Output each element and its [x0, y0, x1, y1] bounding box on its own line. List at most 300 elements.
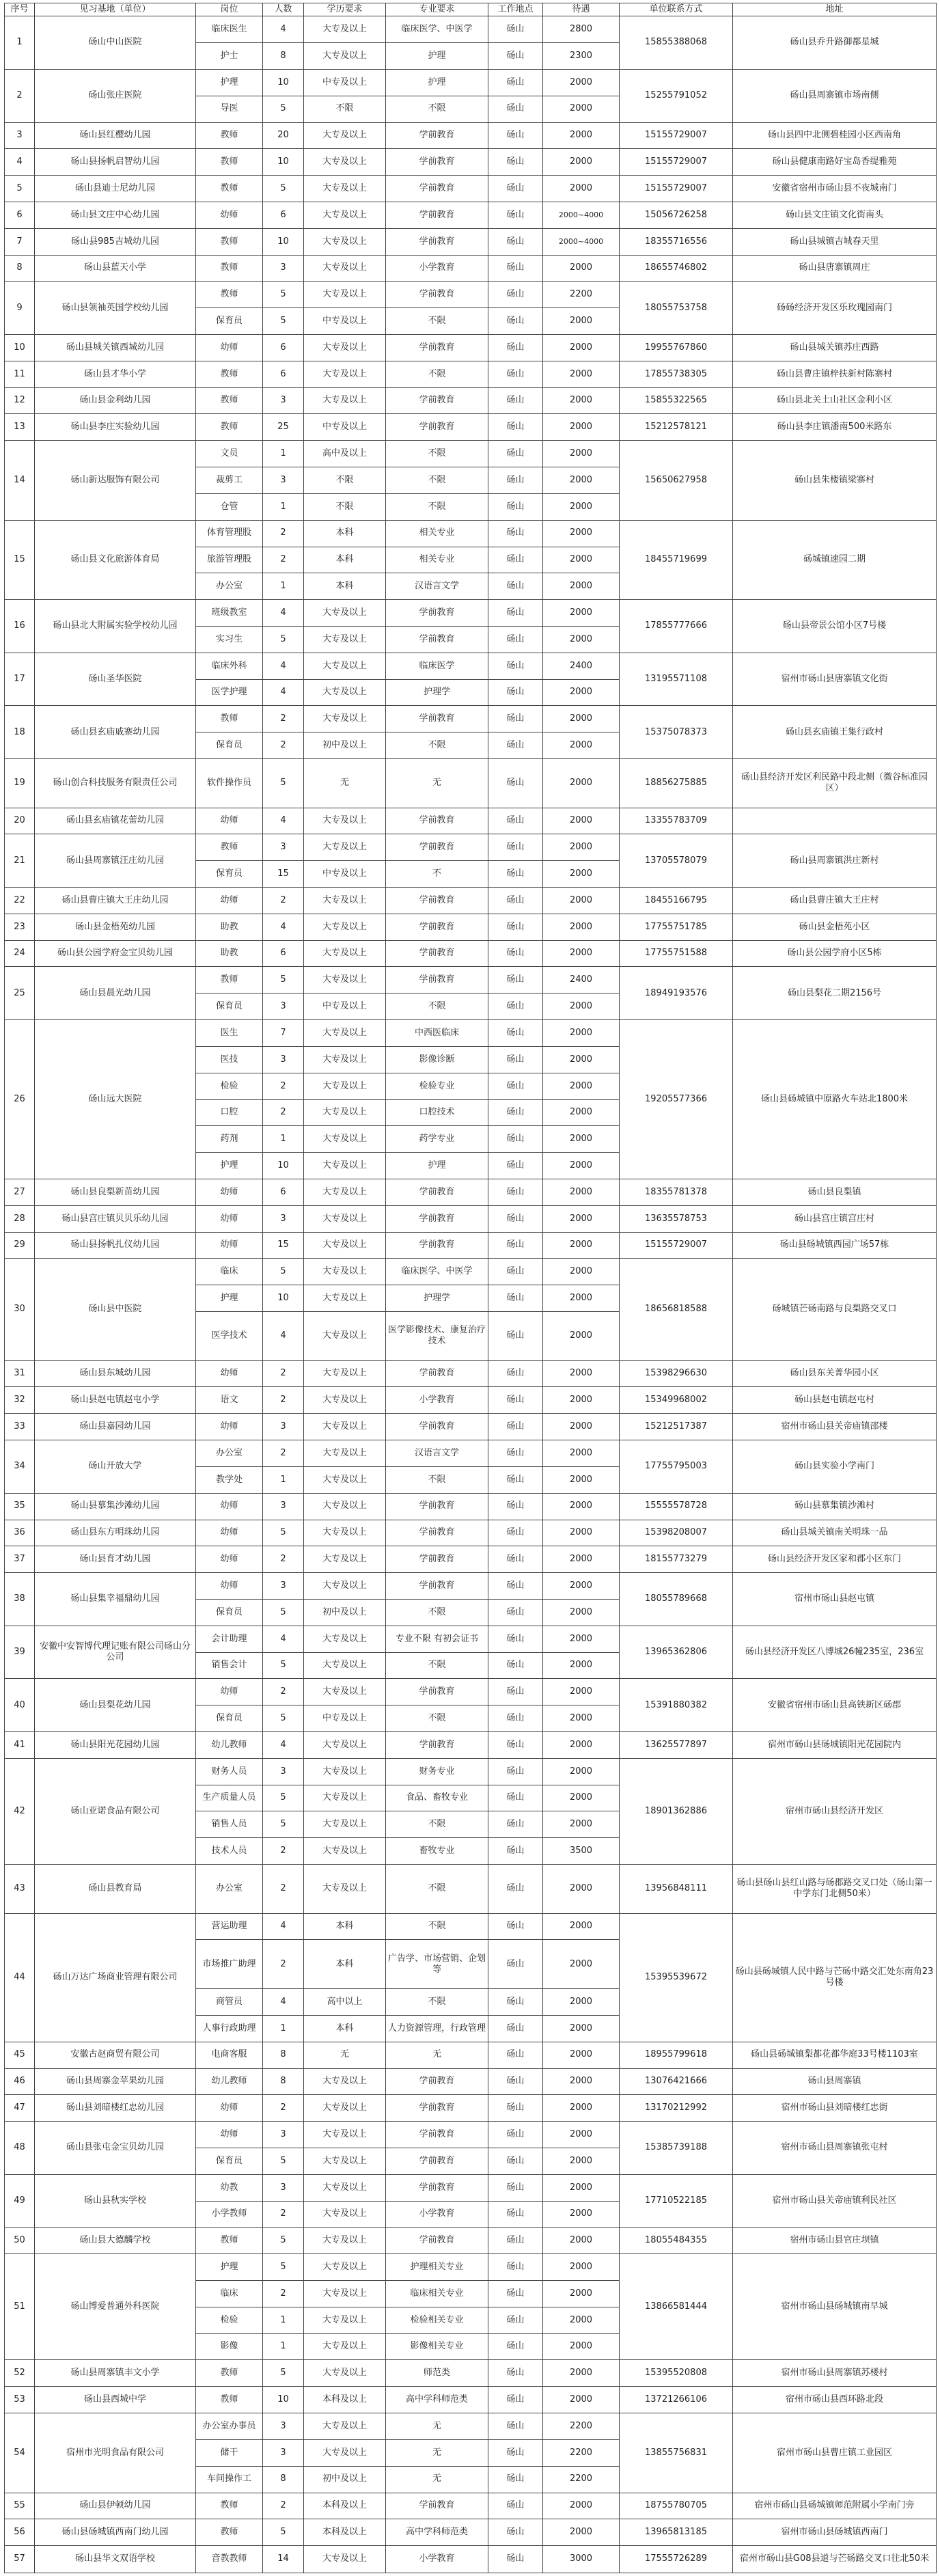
count-cell: 2 — [263, 732, 304, 759]
address-cell: 砀山县良梨镇 — [733, 1179, 937, 1205]
education-cell: 无 — [304, 759, 386, 808]
contact-cell: 13170212992 — [620, 2095, 733, 2122]
count-cell: 6 — [263, 940, 304, 967]
education-cell: 初中及以上 — [304, 732, 386, 759]
location-cell: 砀山 — [488, 43, 543, 70]
table-row — [5, 1865, 937, 1914]
education-cell: 大专及以上 — [304, 255, 386, 282]
post-cell: 临床医生 — [196, 16, 263, 43]
post-cell: 仓管 — [196, 493, 263, 520]
pay-cell: 2000 — [543, 2095, 620, 2122]
education-cell: 中专及以上 — [304, 1705, 386, 1732]
location-cell: 砀山 — [488, 967, 543, 994]
table-row — [5, 2122, 937, 2148]
pay-cell: 2000 — [543, 2360, 620, 2387]
count-cell: 4 — [263, 1989, 304, 2016]
serial-cell: 8 — [5, 255, 35, 282]
major-cell: 高中学科师范类 — [386, 2387, 488, 2413]
address-cell: 宿州市砀山县曹庄镇工业园区 — [733, 2413, 937, 2493]
contact-cell: 18155773279 — [620, 1546, 733, 1573]
address-cell: 砀山县砀城镇人民中路与芒砀中路交汇处东南角23号楼 — [733, 1913, 937, 2042]
table-body — [5, 16, 937, 2573]
major-cell: 不限 — [386, 1466, 488, 1493]
base-name-cell: 砀山县玄庙戚寨幼儿园 — [35, 706, 196, 759]
major-cell: 护理 — [386, 43, 488, 70]
post-cell: 临床 — [196, 2281, 263, 2307]
pay-cell: 2000 — [543, 1466, 620, 1493]
table-row — [5, 1259, 937, 1285]
education-cell: 本科 — [304, 547, 386, 573]
education-cell: 大专及以上 — [304, 1811, 386, 1838]
education-cell: 大专及以上 — [304, 1466, 386, 1493]
contact-cell: 19205577366 — [620, 1020, 733, 1179]
base-name-cell: 砀山县晨光幼儿园 — [35, 967, 196, 1020]
count-cell: 5 — [263, 759, 304, 808]
address-cell: 宿州市砀山县赵屯镇 — [733, 1573, 937, 1626]
contact-cell: 13635578753 — [620, 1205, 733, 1232]
pay-cell: 2000 — [543, 1940, 620, 1989]
pay-cell: 2000 — [543, 2042, 620, 2068]
base-name-cell: 砀山县刘暗楼红忠幼儿园 — [35, 2095, 196, 2122]
count-cell: 2 — [263, 706, 304, 732]
major-cell: 畜牧专业 — [386, 1838, 488, 1865]
contact-cell: 13965813185 — [620, 2519, 733, 2546]
contact-cell: 15395520808 — [620, 2360, 733, 2387]
location-cell: 砀山 — [488, 1573, 543, 1600]
major-cell: 相关专业 — [386, 520, 488, 547]
base-name-cell: 砀山县宫庄镇贝贝乐幼儿园 — [35, 1205, 196, 1232]
serial-cell: 22 — [5, 888, 35, 914]
major-cell: 不 — [386, 861, 488, 888]
location-cell: 砀山 — [488, 759, 543, 808]
address-cell: 砀山县实验小学南门 — [733, 1440, 937, 1494]
table-row — [5, 2174, 937, 2201]
count-cell: 1 — [263, 1126, 304, 1153]
major-cell: 临床医学 — [386, 653, 488, 679]
contact-cell: 15155729007 — [620, 122, 733, 149]
post-cell: 幼师 — [196, 1573, 263, 1600]
post-cell: 幼师 — [196, 1179, 263, 1205]
education-cell: 大专及以上 — [304, 2546, 386, 2573]
count-cell: 1 — [263, 2015, 304, 2042]
serial-cell: 28 — [5, 1205, 35, 1232]
education-cell: 大专及以上 — [304, 1099, 386, 1126]
post-cell: 教师 — [196, 282, 263, 308]
major-cell: 影像相关专业 — [386, 2333, 488, 2360]
post-cell: 人事行政助理 — [196, 2015, 263, 2042]
major-cell: 学前教育 — [386, 335, 488, 361]
post-cell: 口腔 — [196, 1099, 263, 1126]
location-cell: 砀山 — [488, 2360, 543, 2387]
major-cell: 师范类 — [386, 2360, 488, 2387]
header-count: 人数 — [263, 3, 304, 16]
post-cell: 护理 — [196, 2254, 263, 2281]
post-cell: 幼教 — [196, 2174, 263, 2201]
location-cell: 砀山 — [488, 2281, 543, 2307]
contact-cell: 13705578079 — [620, 834, 733, 888]
table-row — [5, 2493, 937, 2519]
address-cell: 砀山县唐寨镇周庄 — [733, 255, 937, 282]
pay-cell: 2000 — [543, 1073, 620, 1099]
education-cell: 大专及以上 — [304, 43, 386, 70]
location-cell: 砀山 — [488, 679, 543, 706]
major-cell: 学前教育 — [386, 1232, 488, 1259]
serial-cell: 50 — [5, 2228, 35, 2254]
count-cell: 4 — [263, 653, 304, 679]
table-row — [5, 1546, 937, 1573]
post-cell: 体育管理股 — [196, 520, 263, 547]
location-cell: 砀山 — [488, 1626, 543, 1652]
contact-cell: 13721266106 — [620, 2387, 733, 2413]
post-cell: 教师 — [196, 2493, 263, 2519]
contact-cell: 13195571108 — [620, 653, 733, 706]
pay-cell: 2000 — [543, 361, 620, 387]
post-cell: 教师 — [196, 122, 263, 149]
major-cell: 学前教育 — [386, 2148, 488, 2174]
major-cell: 学前教育 — [386, 228, 488, 255]
education-cell: 大专及以上 — [304, 2174, 386, 2201]
location-cell: 砀山 — [488, 861, 543, 888]
pay-cell: 2000 — [543, 1440, 620, 1467]
base-name-cell: 砀山开放大学 — [35, 1440, 196, 1494]
post-cell: 语文 — [196, 1387, 263, 1414]
major-cell: 专业不限 有初会证书 — [386, 1626, 488, 1652]
address-cell: 砀山县曹庄镇大王庄村 — [733, 888, 937, 914]
education-cell: 本科 — [304, 1940, 386, 1989]
location-cell: 砀山 — [488, 122, 543, 149]
location-cell: 砀山 — [488, 1652, 543, 1679]
count-cell: 2 — [263, 1546, 304, 1573]
education-cell: 大专及以上 — [304, 1179, 386, 1205]
table-row — [5, 520, 937, 547]
education-cell: 大专及以上 — [304, 1679, 386, 1705]
location-cell: 砀山 — [488, 202, 543, 228]
count-cell: 14 — [263, 2546, 304, 2573]
major-cell: 学前教育 — [386, 1732, 488, 1759]
contact-cell: 18355781378 — [620, 1179, 733, 1205]
education-cell: 本科及以上 — [304, 2493, 386, 2519]
post-cell: 医技 — [196, 1046, 263, 1073]
table-row — [5, 361, 937, 387]
table-row — [5, 2413, 937, 2440]
table-row — [5, 1360, 937, 1387]
contact-cell: 15650627958 — [620, 441, 733, 520]
education-cell: 不限 — [304, 493, 386, 520]
table-row — [5, 1414, 937, 1440]
education-cell: 大专及以上 — [304, 2439, 386, 2466]
post-cell: 销售人员 — [196, 1811, 263, 1838]
serial-cell: 27 — [5, 1179, 35, 1205]
post-cell: 班级教室 — [196, 600, 263, 627]
contact-cell: 15398296630 — [620, 1360, 733, 1387]
location-cell: 砀山 — [488, 2122, 543, 2148]
pay-cell: 3000 — [543, 2546, 620, 2573]
address-cell: 砀山县周寨镇洪庄新村 — [733, 834, 937, 888]
location-cell: 砀山 — [488, 1232, 543, 1259]
location-cell: 砀山 — [488, 361, 543, 387]
contact-cell: 18949193576 — [620, 967, 733, 1020]
address-cell: 宿州市砀山县唐寨镇文化街 — [733, 653, 937, 706]
count-cell: 8 — [263, 2466, 304, 2493]
base-name-cell: 砀山县赵屯镇赵屯小学 — [35, 1387, 196, 1414]
education-cell: 大专及以上 — [304, 1573, 386, 1600]
count-cell: 3 — [263, 467, 304, 494]
pay-cell: 2000 — [543, 255, 620, 282]
serial-cell: 54 — [5, 2413, 35, 2493]
table-row — [5, 2042, 937, 2068]
pay-cell: 2000 — [543, 573, 620, 600]
education-cell: 大专及以上 — [304, 1546, 386, 1573]
table-row — [5, 387, 937, 414]
table-row — [5, 228, 937, 255]
contact-cell: 15056726258 — [620, 202, 733, 228]
count-cell: 2 — [263, 2201, 304, 2228]
contact-cell: 15375078373 — [620, 706, 733, 759]
location-cell: 砀山 — [488, 547, 543, 573]
base-name-cell: 砀山县东城幼儿园 — [35, 1360, 196, 1387]
major-cell: 学前教育 — [386, 706, 488, 732]
location-cell: 砀山 — [488, 1599, 543, 1626]
pay-cell: 2000 — [543, 1493, 620, 1520]
post-cell: 销售会计 — [196, 1652, 263, 1679]
table-row — [5, 2228, 937, 2254]
base-name-cell: 砀山县金梧苑幼儿园 — [35, 914, 196, 940]
major-cell: 护理 — [386, 1153, 488, 1179]
education-cell: 大专及以上 — [304, 2413, 386, 2440]
pay-cell: 2200 — [543, 2466, 620, 2493]
base-name-cell: 砀山圣华医院 — [35, 653, 196, 706]
table-row — [5, 2254, 937, 2281]
intern-base-table — [4, 3, 937, 2573]
location-cell: 砀山 — [488, 600, 543, 627]
major-cell: 学前教育 — [386, 2228, 488, 2254]
location-cell: 砀山 — [488, 2439, 543, 2466]
count-cell: 5 — [263, 2360, 304, 2387]
serial-cell: 3 — [5, 122, 35, 149]
education-cell: 大专及以上 — [304, 2095, 386, 2122]
education-cell: 高中及以上 — [304, 441, 386, 467]
location-cell: 砀山 — [488, 2174, 543, 2201]
address-cell: 砀山县城镇吉城春天里 — [733, 228, 937, 255]
location-cell: 砀山 — [488, 2466, 543, 2493]
pay-cell: 2000 — [543, 1989, 620, 2016]
post-cell: 教师 — [196, 176, 263, 202]
post-cell: 实习生 — [196, 626, 263, 653]
count-cell: 2 — [263, 2493, 304, 2519]
post-cell: 旅游管理股 — [196, 547, 263, 573]
contact-cell: 13855756831 — [620, 2413, 733, 2493]
base-name-cell: 砀山县大德麟学校 — [35, 2228, 196, 2254]
major-cell: 影像诊断 — [386, 1046, 488, 1073]
table-row — [5, 282, 937, 308]
count-cell: 3 — [263, 387, 304, 414]
education-cell: 大专及以上 — [304, 361, 386, 387]
pay-cell: 2200 — [543, 2413, 620, 2440]
contact-cell: 18856275885 — [620, 759, 733, 808]
major-cell: 学前教育 — [386, 176, 488, 202]
education-cell: 大专及以上 — [304, 176, 386, 202]
major-cell: 口腔技术 — [386, 1099, 488, 1126]
serial-cell: 14 — [5, 441, 35, 520]
location-cell: 砀山 — [488, 1705, 543, 1732]
major-cell: 学前教育 — [386, 1493, 488, 1520]
table-row — [5, 967, 937, 994]
education-cell: 高中以上 — [304, 1989, 386, 2016]
education-cell: 大专及以上 — [304, 1312, 386, 1361]
pay-cell: 2000 — [543, 96, 620, 122]
pay-cell: 2000 — [543, 1520, 620, 1546]
major-cell: 学前教育 — [386, 2095, 488, 2122]
base-name-cell: 砀山县梨花幼儿园 — [35, 1679, 196, 1732]
serial-cell: 53 — [5, 2387, 35, 2413]
location-cell: 砀山 — [488, 1913, 543, 1940]
post-cell: 车间操作工 — [196, 2466, 263, 2493]
major-cell: 不限 — [386, 467, 488, 494]
count-cell: 2 — [263, 1387, 304, 1414]
count-cell: 2 — [263, 1440, 304, 1467]
base-name-cell: 砀山县周寨镇丰文小学 — [35, 2360, 196, 2387]
pay-cell: 2000 — [543, 2333, 620, 2360]
post-cell: 保育员 — [196, 994, 263, 1020]
address-cell: 宿州市砀山县砀城镇西南门 — [733, 2519, 937, 2546]
address-cell: 宿州市砀山县经济开发区 — [733, 1758, 937, 1864]
count-cell: 1 — [263, 441, 304, 467]
pay-cell: 2000 — [543, 335, 620, 361]
pay-cell: 2000 — [543, 1705, 620, 1732]
table-row — [5, 335, 937, 361]
count-cell: 5 — [263, 2254, 304, 2281]
location-cell: 砀山 — [488, 1811, 543, 1838]
location-cell: 砀山 — [488, 149, 543, 176]
location-cell: 砀山 — [488, 1360, 543, 1387]
address-cell: 安徽省宿州市砀山县不夜城南门 — [733, 176, 937, 202]
serial-cell: 44 — [5, 1913, 35, 2042]
table-row — [5, 1232, 937, 1259]
location-cell: 砀山 — [488, 2042, 543, 2068]
serial-cell: 20 — [5, 808, 35, 834]
contact-cell: 18755780705 — [620, 2493, 733, 2519]
post-cell: 保育员 — [196, 732, 263, 759]
major-cell: 汉语言文学 — [386, 1440, 488, 1467]
pay-cell: 2000~4000 — [543, 202, 620, 228]
address-cell: 砀山县砀城镇梨都花都华庭33号楼1103室 — [733, 2042, 937, 2068]
count-cell: 3 — [263, 255, 304, 282]
address-cell: 砀山县玄庙镇王集行政村 — [733, 706, 937, 759]
education-cell: 大专及以上 — [304, 940, 386, 967]
major-cell: 护理 — [386, 69, 488, 96]
location-cell: 砀山 — [488, 96, 543, 122]
contact-cell: 18455166795 — [620, 888, 733, 914]
location-cell: 砀山 — [488, 573, 543, 600]
pay-cell: 2000~4000 — [543, 228, 620, 255]
location-cell: 砀山 — [488, 2095, 543, 2122]
location-cell: 砀山 — [488, 1865, 543, 1914]
address-cell: 砀山县周寨镇 — [733, 2068, 937, 2095]
contact-cell: 15398208007 — [620, 1520, 733, 1546]
education-cell: 大专及以上 — [304, 2122, 386, 2148]
serial-cell: 5 — [5, 176, 35, 202]
major-cell: 财务专业 — [386, 1758, 488, 1785]
table-row — [5, 122, 937, 149]
post-cell: 教师 — [196, 387, 263, 414]
pay-cell: 3500 — [543, 1838, 620, 1865]
education-cell: 大专及以上 — [304, 2068, 386, 2095]
education-cell: 大专及以上 — [304, 1652, 386, 1679]
count-cell: 1 — [263, 2307, 304, 2333]
table-row — [5, 706, 937, 732]
count-cell: 1 — [263, 1466, 304, 1493]
major-cell: 人力资源管理，行政管理 — [386, 2015, 488, 2042]
pay-cell: 2000 — [543, 914, 620, 940]
location-cell: 砀山 — [488, 1493, 543, 1520]
major-cell: 学前教育 — [386, 1546, 488, 1573]
location-cell: 砀山 — [488, 2068, 543, 2095]
location-cell: 砀山 — [488, 1758, 543, 1785]
serial-cell: 48 — [5, 2122, 35, 2175]
address-cell: 安徽省宿州市砀山县高铁新区砀郡 — [733, 1679, 937, 1732]
location-cell: 砀山 — [488, 1520, 543, 1546]
base-name-cell: 砀山张庄医院 — [35, 69, 196, 122]
post-cell: 药剂 — [196, 1126, 263, 1153]
pay-cell: 2000 — [543, 2281, 620, 2307]
contact-cell: 13866581444 — [620, 2254, 733, 2360]
major-cell: 中西医临床 — [386, 1020, 488, 1047]
contact-cell: 17855777666 — [620, 600, 733, 653]
address-cell: 宿州市砀山县西环路北段 — [733, 2387, 937, 2413]
table-row — [5, 1913, 937, 1940]
education-cell: 本科及以上 — [304, 2519, 386, 2546]
location-cell: 砀山 — [488, 1099, 543, 1126]
location-cell: 砀山 — [488, 1466, 543, 1493]
address-cell: 砀山县城关镇苏庄西路 — [733, 335, 937, 361]
serial-cell: 42 — [5, 1758, 35, 1864]
base-name-cell: 砀山县迪士尼幼儿园 — [35, 176, 196, 202]
location-cell: 砀山 — [488, 1153, 543, 1179]
table-row — [5, 1573, 937, 1600]
serial-cell: 21 — [5, 834, 35, 888]
major-cell: 不限 — [386, 361, 488, 387]
post-cell: 财务人员 — [196, 1758, 263, 1785]
major-cell: 学前教育 — [386, 1179, 488, 1205]
education-cell: 大专及以上 — [304, 706, 386, 732]
address-cell: 砀山县四中北侧碧桂园小区西南角 — [733, 122, 937, 149]
count-cell: 1 — [263, 2333, 304, 2360]
pay-cell: 2000 — [543, 414, 620, 441]
location-cell: 砀山 — [488, 2307, 543, 2333]
post-cell: 医学护理 — [196, 679, 263, 706]
table-row — [5, 2095, 937, 2122]
address-cell: 砀山县乔升路御都星城 — [733, 16, 937, 70]
major-cell: 小学教育 — [386, 255, 488, 282]
table-row — [5, 888, 937, 914]
base-name-cell: 砀山县西城中学 — [35, 2387, 196, 2413]
pay-cell: 2000 — [543, 2493, 620, 2519]
serial-cell: 26 — [5, 1020, 35, 1179]
major-cell: 不限 — [386, 1913, 488, 1940]
base-name-cell: 宿州市光明食品有限公司 — [35, 2413, 196, 2493]
pay-cell: 2000 — [543, 149, 620, 176]
serial-cell: 31 — [5, 1360, 35, 1387]
location-cell: 砀山 — [488, 1546, 543, 1573]
table-row — [5, 176, 937, 202]
address-cell: 砀山县李庄镇潘南500米路东 — [733, 414, 937, 441]
serial-cell: 38 — [5, 1573, 35, 1626]
post-cell: 教学处 — [196, 1466, 263, 1493]
education-cell: 大专及以上 — [304, 2228, 386, 2254]
base-name-cell: 砀山县东方明珠幼儿园 — [35, 1520, 196, 1546]
count-cell: 7 — [263, 1020, 304, 1047]
post-cell: 教师 — [196, 967, 263, 994]
